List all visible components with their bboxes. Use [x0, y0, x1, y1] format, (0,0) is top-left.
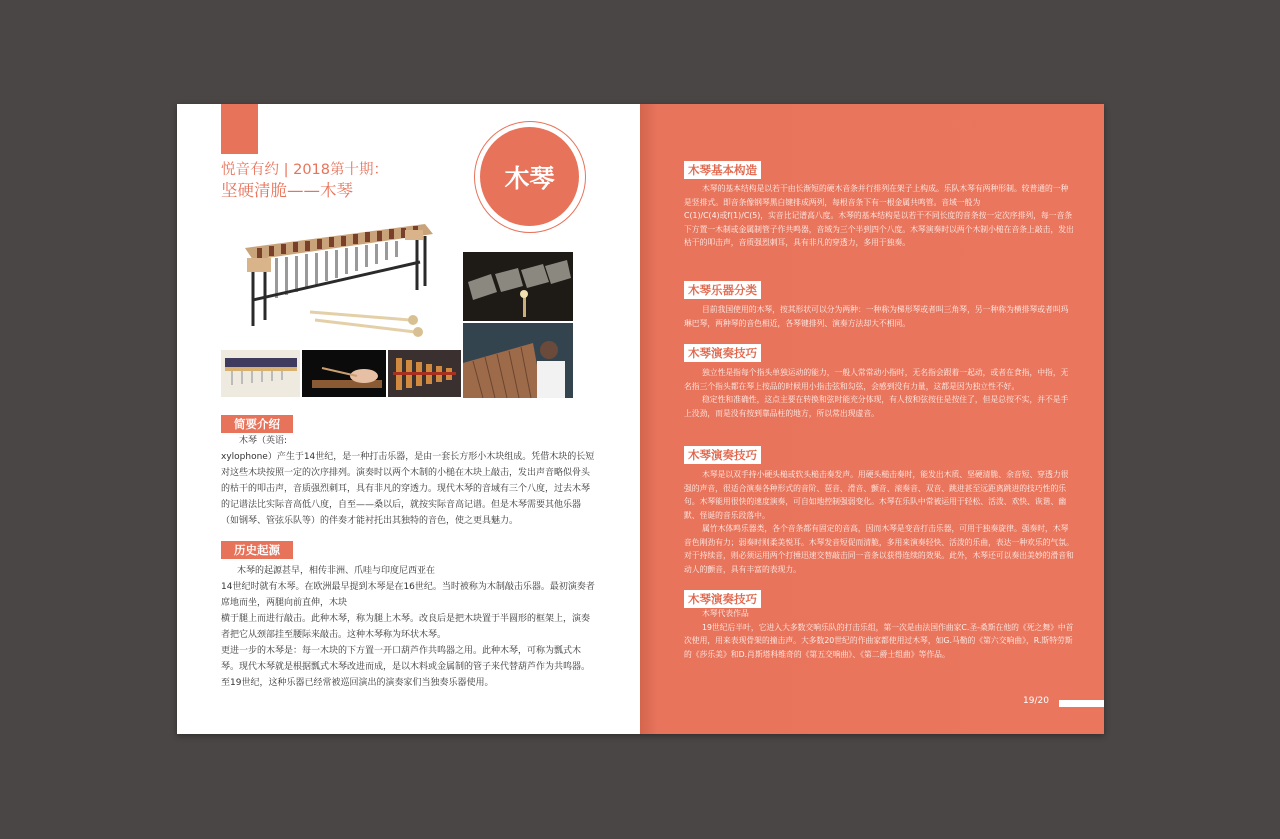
- corner-accent-block: [221, 104, 258, 154]
- technique-body: [684, 366, 1074, 420]
- history-paragraph: 14世纪时就有木琴。在欧洲最早提到木琴是在16世纪。当时被称为木制敲击乐器。最初演奏者席地而坐，两腿向前直伸，木块: [221, 582, 595, 608]
- works-subtitle: 木琴代表作品: [702, 609, 749, 618]
- xylophone-closeup-photo: [463, 252, 573, 321]
- structure-section-label: 木琴基本构造: [684, 161, 761, 179]
- structure-paragraph: 木琴的基本结构是以若干由长渐短的硬木音条并行排列在架子上构成。乐队木琴有两种形制。较普通的一种是竖排式。即音条像钢琴黑白键排成两列，每根音条下有一根金属共鸣管。音域一般为: [684, 184, 1069, 207]
- main-title: 坚硬清脆——木琴: [221, 181, 353, 200]
- page-number-bar: [1059, 700, 1104, 707]
- marimba-main-photo: [235, 220, 435, 338]
- thumbnail-mallets-photo: [302, 350, 386, 397]
- structure-paragraph: C(1)/C(4)或f(1)/C(5)，实音比记谱高八度。木琴的基本结构是以若干不同长度的音条按一定次序排列，每一音条下方置一木制或金属制管子作共鸣器，音域为三个半到四个八度。木琴演奏时以两个木制小槌在音条上敲击，发出枯干的叩击声，音质强烈刺耳，具有非凡的穿透力，多用于独奏。: [684, 211, 1074, 247]
- technique-paragraph: 稳定性和准确性，这点主要在转换和弦时能充分体现，有人按和弦按住是按住了，但是总按不实，并不是手上没劲，而是没有按到靠品柱的地方，所以常出现虚音。: [684, 395, 1069, 418]
- history-body: [221, 563, 596, 691]
- classification-body: [684, 303, 1074, 330]
- performance-body: [684, 468, 1074, 576]
- performance-paragraph: 属竹木体鸣乐器类，各个音条都有固定的音高，因而木琴是变音打击乐器，可用于独奏旋律。强奏时，木琴音色刚劲有力；弱奏时则柔美悦耳。木琴发音短促而清脆，多用来演奏轻快、活泼的乐曲，表达一种欢乐的气氛。对于持续音，则必须运用两个打捶迅速交替敲击同一音条以获得连续的效果。此外，木琴还可以奏出美妙的滑音和动人的颤音，具有丰富的表现力。: [684, 524, 1074, 574]
- works-section-label: 木琴演奏技巧: [684, 590, 761, 608]
- history-paragraph: 更进一步的木琴是：每一木块的下方置一开口葫芦作共鸣器之用。此种木琴，可称为瓢式木琴。现代木琴就是根据瓢式木琴改进而成，是以木料或金属制的管子来代替葫芦作为共鸣器。至19世纪，这种乐器已经常被巡回演出的演奏家们当独奏乐器使用。: [221, 646, 591, 688]
- works-paragraph: 19世纪后半叶，它进入大多数交响乐队的打击乐组，第一次是由法国作曲家C.圣-桑斯在他的《死之舞》中首次使用，用来表现骨架的撞击声。大多数20世纪的作曲家都使用过木琴，如G.马勒的《第六交响曲》，R.斯特劳斯的《莎乐美》和D.肖斯塔科维奇的《第五交响曲》、《第二爵士组曲》等作品。: [684, 622, 1074, 659]
- performance-paragraph: 木琴是以双手持小硬头槌或软头槌击奏发声。用硬头槌击奏时，能发出木质、坚硬清脆、余音短、穿透力很强的声音，很适合演奏各种形式的音阶、琶音、滑音、颤音、滚奏音、双音、跳进甚至远距离跳进的技巧性的乐句。木琴能用很快的速度演奏，可自如地控制强弱变化。木琴在乐队中常被运用于轻松、活泼、欢快、诙谐、幽默、怪诞的音乐段落中。: [684, 470, 1069, 520]
- structure-body: [684, 182, 1074, 250]
- thumbnail-marimba-photo: [221, 350, 300, 397]
- page-number: 19/20: [1023, 696, 1049, 706]
- thumbnail-wooden-xylophone-photo: [388, 350, 461, 397]
- performance-section-label: 木琴演奏技巧: [684, 446, 761, 464]
- intro-paragraph: xylophone）产生于14世纪，是一种打击乐器，是由一套长方形小木块组成。凭借木块的长短对这些木块按照一定的次序排列。演奏时以两个木制的小槌在木块上敲击，发出声音略似骨头的枯干的叩击声，音质强烈刺耳，具有非凡的穿透力。现代木琴的音域有三个八度，过去木琴的记谱法比实际音高低八度，自至——桑以后，就按实际音高记谱。但是木琴需要其他乐器（如钢琴、管弦乐队等）的伴奏才能衬托出其独特的音色，使之更具魅力。: [221, 452, 595, 526]
- intro-paragraph: 木琴（英语:: [239, 436, 288, 446]
- right-page: [640, 104, 1104, 734]
- xylophone-player-photo: [463, 323, 573, 398]
- technique-paragraph: 独立性是指每个指头单独运动的能力，一般人常常动小指时，无名指会跟着一起动，或者在食指，中指，无名指三个指头都在琴上按品的时候用小指击弦和勾弦，会感到没有力量，这都是因为独立性不好。: [684, 368, 1069, 391]
- history-section-label: 历史起源: [221, 541, 293, 559]
- history-paragraph: 木琴的起源甚早，相传非洲、爪哇与印度尼西亚在: [237, 566, 436, 576]
- classification-paragraph: 目前我国使用的木琴，按其形状可以分为两种：一种称为梯形琴或者叫三角琴，另一种称为横排琴或者叫玛琳巴琴，两种琴的音色相近，各琴键排列、演奏方法却大不相同。: [684, 305, 1069, 328]
- intro-section-label: 简要介绍: [221, 415, 293, 433]
- classification-section-label: 木琴乐器分类: [684, 281, 761, 299]
- title-badge: 木琴: [480, 127, 579, 226]
- works-body: [684, 607, 1074, 661]
- series-title: 悦音有约 | 2018第十期：: [221, 162, 389, 178]
- history-paragraph: 横于腿上而进行敲击。此种木琴，称为腿上木琴。改良后是把木块置于半圆形的框架上，演奏者把它从颈部挂至腰际来敲击。这种木琴称为环状木琴。: [221, 614, 591, 640]
- intro-body: [221, 433, 596, 529]
- technique-section-label: 木琴演奏技巧: [684, 344, 761, 362]
- left-page: [177, 104, 640, 734]
- magazine-spread: [177, 104, 1104, 734]
